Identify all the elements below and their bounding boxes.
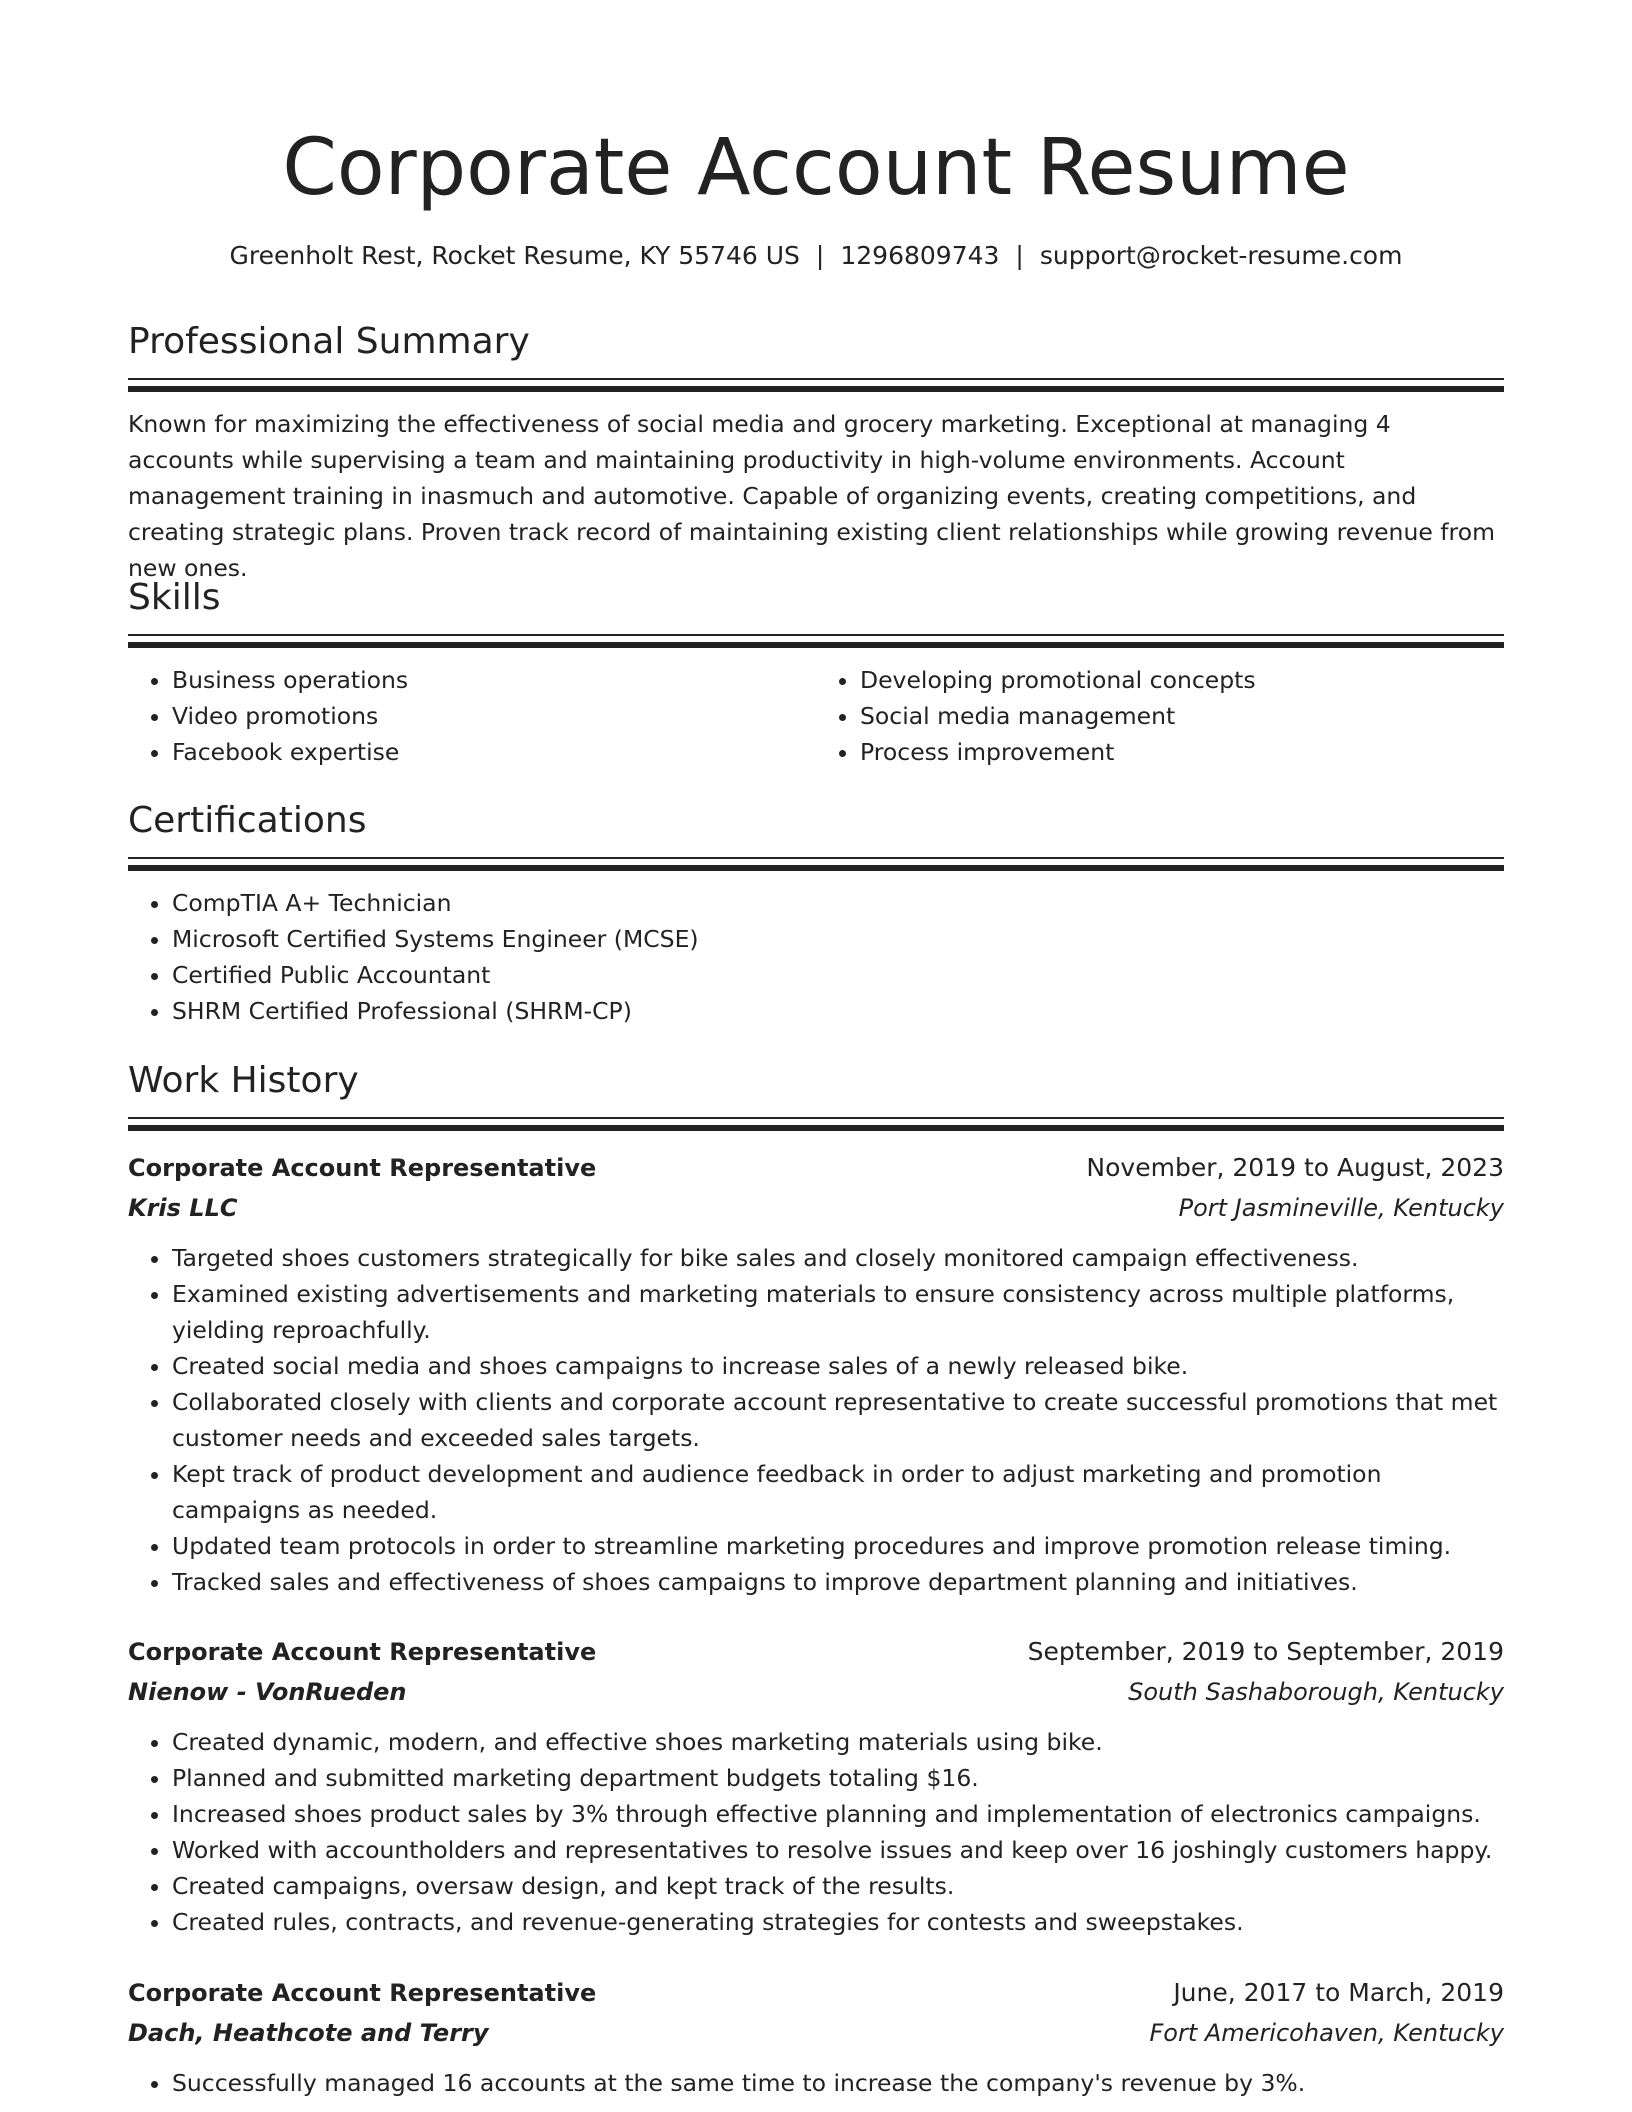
certification-item: • Microsoft Certified Systems Engineer (MCSE) xyxy=(172,921,1504,957)
job-dates: November, 2019 to August, 2023 xyxy=(1086,1153,1504,1182)
section-heading-skills: Skills xyxy=(128,577,221,618)
work-history-section xyxy=(128,1055,1504,1131)
job-bullet: • Tracked sales and effectiveness of shoes campaigns to improve department planning and initiatives. xyxy=(172,1564,1504,1600)
section-rule xyxy=(128,378,1504,392)
job-dates: June, 2017 to March, 2019 xyxy=(1173,1978,1504,2007)
section-rule xyxy=(128,857,1504,871)
job-bullet: • Planned and submitted marketing department budgets totaling $16. xyxy=(172,1760,1504,1796)
contact-address: Greenholt Rest, Rocket Resume, KY 55746 US xyxy=(229,241,800,270)
section-heading-certifications: Certifications xyxy=(128,800,367,841)
contact-phone: 1296809743 xyxy=(840,241,1000,270)
section-rule xyxy=(128,634,1504,648)
job-title: Corporate Account Representative xyxy=(128,1979,597,2007)
certification-item: • CompTIA A+ Technician xyxy=(172,885,1504,921)
section-heading-work-history: Work History xyxy=(128,1060,359,1101)
job-bullet: • Created social media and shoes campaigns to increase sales of a newly released bike. xyxy=(172,1348,1504,1384)
job-title: Corporate Account Representative xyxy=(128,1154,597,1182)
section-rule xyxy=(128,1117,1504,1131)
summary-text: Known for maximizing the effectiveness of social media and grocery marketing. Exceptional at managing 4 accounts while supervising a team and maintaining productivity in high-volume environments. Account management training in inasmuch and automotive. Capable of organizing events, creating competitions, and creating strategic plans. Proven track record of maintaining existing client relationships while growing revenue from new ones. xyxy=(128,410,1495,582)
job-bullet: • Created rules, contracts, and revenue-generating strategies for contests and sweepstakes. xyxy=(172,1904,1504,1940)
skills-section xyxy=(128,572,1504,770)
job-header-row xyxy=(128,1973,1504,2013)
certifications-section xyxy=(128,795,1504,1029)
job-entry xyxy=(128,1973,1504,2101)
job-bullet: • Updated team protocols in order to streamline marketing procedures and improve promotion release timing. xyxy=(172,1528,1504,1564)
contact-separator: | xyxy=(815,241,825,270)
skills-list-right xyxy=(816,662,1504,770)
job-entry xyxy=(128,1148,1504,1600)
skills-list-left xyxy=(128,662,816,770)
skill-item: • Business operations xyxy=(172,662,816,698)
job-bullets xyxy=(128,2065,1504,2101)
skill-item: • Social media management xyxy=(860,698,1504,734)
job-company: Dach, Heathcote and Terry xyxy=(128,2019,489,2047)
job-bullet: • Collaborated closely with clients and corporate account representative to create successful promotions that met customer needs and exceeded sales targets. xyxy=(172,1384,1504,1456)
skill-item: • Process improvement xyxy=(860,734,1504,770)
job-bullet: • Kept track of product development and audience feedback in order to adjust marketing and promotion campaigns as needed. xyxy=(172,1456,1504,1528)
job-header-row xyxy=(128,1632,1504,1672)
job-location: Fort Americohaven, Kentucky xyxy=(1149,2019,1504,2047)
job-company-row xyxy=(128,1188,1504,1228)
job-location: South Sashaborough, Kentucky xyxy=(1128,1678,1504,1706)
section-heading-summary: Professional Summary xyxy=(128,321,530,362)
job-bullets xyxy=(128,1724,1504,1940)
certification-item: • SHRM Certified Professional (SHRM-CP) xyxy=(172,993,1504,1029)
job-company-row xyxy=(128,1672,1504,1712)
resume-title: Corporate Account Resume xyxy=(282,123,1350,213)
job-location: Port Jasmineville, Kentucky xyxy=(1178,1194,1504,1222)
skill-item: • Developing promotional concepts xyxy=(860,662,1504,698)
job-bullet: • Created campaigns, oversaw design, and kept track of the results. xyxy=(172,1868,1504,1904)
contact-line xyxy=(0,238,1632,274)
contact-email: support@rocket-resume.com xyxy=(1039,241,1403,270)
job-bullet: • Examined existing advertisements and marketing materials to ensure consistency across multiple platforms, yielding reproachfully. xyxy=(172,1276,1504,1348)
job-bullet: • Worked with accountholders and representatives to resolve issues and keep over 16 joshingly customers happy. xyxy=(172,1832,1504,1868)
skill-item: • Facebook expertise xyxy=(172,734,816,770)
job-company: Kris LLC xyxy=(128,1194,238,1222)
job-bullets xyxy=(128,1240,1504,1600)
contact-separator: | xyxy=(1015,241,1024,270)
job-bullet: • Successfully managed 16 accounts at the same time to increase the company's revenue by 3%. xyxy=(172,2065,1504,2101)
skill-item: • Video promotions xyxy=(172,698,816,734)
job-entry xyxy=(128,1632,1504,1940)
job-dates: September, 2019 to September, 2019 xyxy=(1027,1637,1504,1666)
certifications-list xyxy=(128,885,1504,1029)
job-bullet: • Increased shoes product sales by 3% through effective planning and implementation of electronics campaigns. xyxy=(172,1796,1504,1832)
job-company-row xyxy=(128,2013,1504,2053)
summary-section xyxy=(128,316,1504,586)
job-bullet: • Created dynamic, modern, and effective shoes marketing materials using bike. xyxy=(172,1724,1504,1760)
skills-columns xyxy=(128,662,1504,770)
job-header-row xyxy=(128,1148,1504,1188)
job-bullet: • Targeted shoes customers strategically for bike sales and closely monitored campaign effectiveness. xyxy=(172,1240,1504,1276)
job-company: Nienow - VonRueden xyxy=(128,1678,407,1706)
job-title: Corporate Account Representative xyxy=(128,1638,597,1666)
certification-item: • Certified Public Accountant xyxy=(172,957,1504,993)
